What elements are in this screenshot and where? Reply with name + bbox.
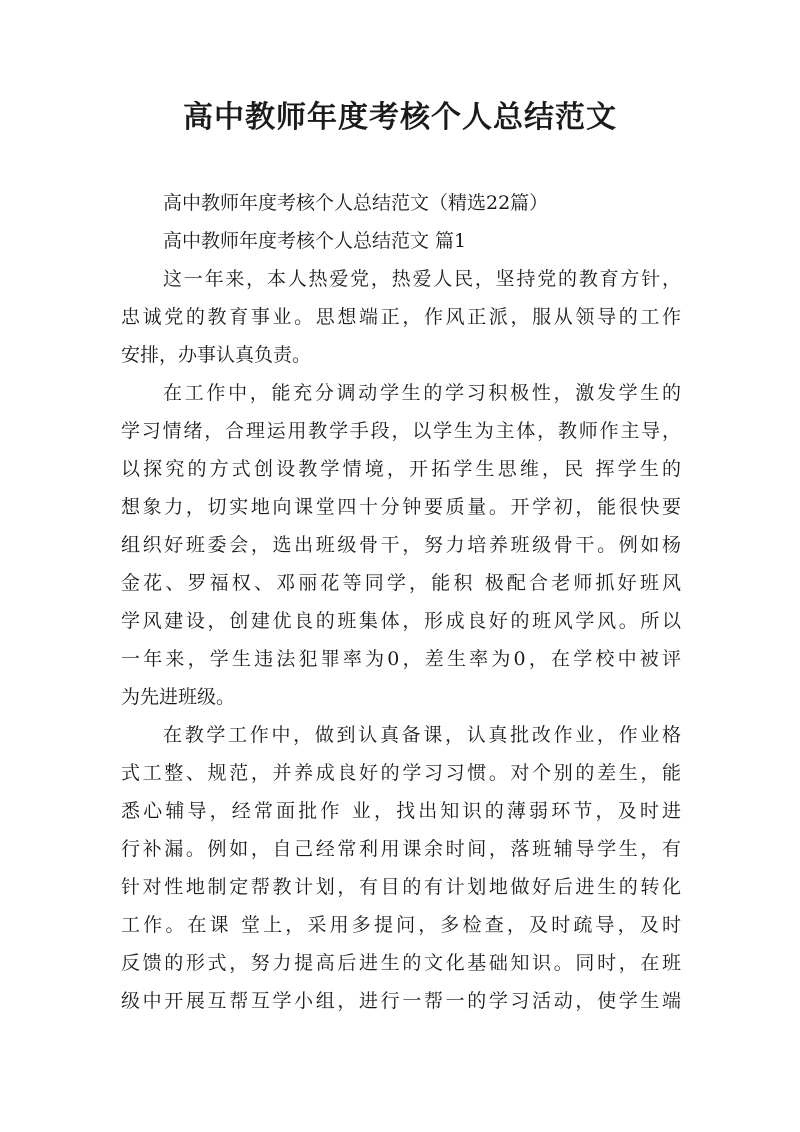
paragraph-line: 工作。在课 堂上，采用多提问，多检查，及时疏导，及时 bbox=[121, 914, 681, 936]
paragraph-line: 在工作中，能充分调动学生的学习积极性，激发学生的 bbox=[163, 382, 681, 404]
section-heading: 高中教师年度考核个人总结范文 篇1 bbox=[163, 230, 467, 252]
paragraph-line: 金花、罗福权、邓丽花等同学，能积 极配合老师抓好班风 bbox=[121, 572, 681, 594]
document-title: 高中教师年度考核个人总结范文 bbox=[183, 100, 617, 135]
document-body bbox=[121, 184, 681, 1020]
paragraph-line: 悉心辅导，经常面批作 业，找出知识的薄弱环节，及时进 bbox=[121, 800, 681, 822]
paragraph-line: 想象力，切实地向课堂四十分钟要质量。开学初，能很快要 bbox=[121, 496, 681, 518]
paragraph-line: 忠诚党的教育事业。思想端正，作风正派，服从领导的工作 bbox=[121, 306, 681, 328]
paragraph-line: 一年来，学生违法犯罪率为0，差生率为0，在学校中被评 bbox=[121, 648, 681, 670]
subtitle-line: 高中教师年度考核个人总结范文（精选22篇） bbox=[163, 192, 549, 214]
paragraph-line: 组织好班委会，选出班级骨干，努力培养班级骨干。例如杨 bbox=[121, 534, 681, 556]
paragraph-line: 为先进班级。 bbox=[121, 686, 236, 708]
paragraph-line: 反馈的形式，努力提高后进生的文化基础知识。同时，在班 bbox=[121, 952, 681, 974]
paragraph-line: 级中开展互帮互学小组，进行一帮一的学习活动，使学生端 bbox=[121, 990, 681, 1012]
paragraph-line: 在教学工作中，做到认真备课，认真批改作业，作业格 bbox=[163, 724, 681, 746]
paragraph-line: 以探究的方式创设教学情境，开拓学生思维，民 挥学生的 bbox=[121, 458, 681, 480]
paragraph-line: 学习情绪，合理运用教学手段，以学生为主体，教师作主导， bbox=[121, 420, 681, 442]
paragraph-line: 行补漏。例如，自己经常利用课余时间，落班辅导学生，有 bbox=[121, 838, 681, 860]
paragraph-line: 这一年来，本人热爱党，热爱人民，坚持党的教育方针， bbox=[163, 268, 681, 290]
paragraph-line: 学风建设，创建优良的班集体，形成良好的班风学风。所以 bbox=[121, 610, 681, 632]
paragraph-line: 式工整、规范，并养成良好的学习习惯。对个别的差生，能 bbox=[121, 762, 681, 784]
paragraph-line: 针对性地制定帮教计划，有目的有计划地做好后进生的转化 bbox=[121, 876, 681, 898]
paragraph-line: 安排，办事认真负责。 bbox=[121, 344, 312, 366]
